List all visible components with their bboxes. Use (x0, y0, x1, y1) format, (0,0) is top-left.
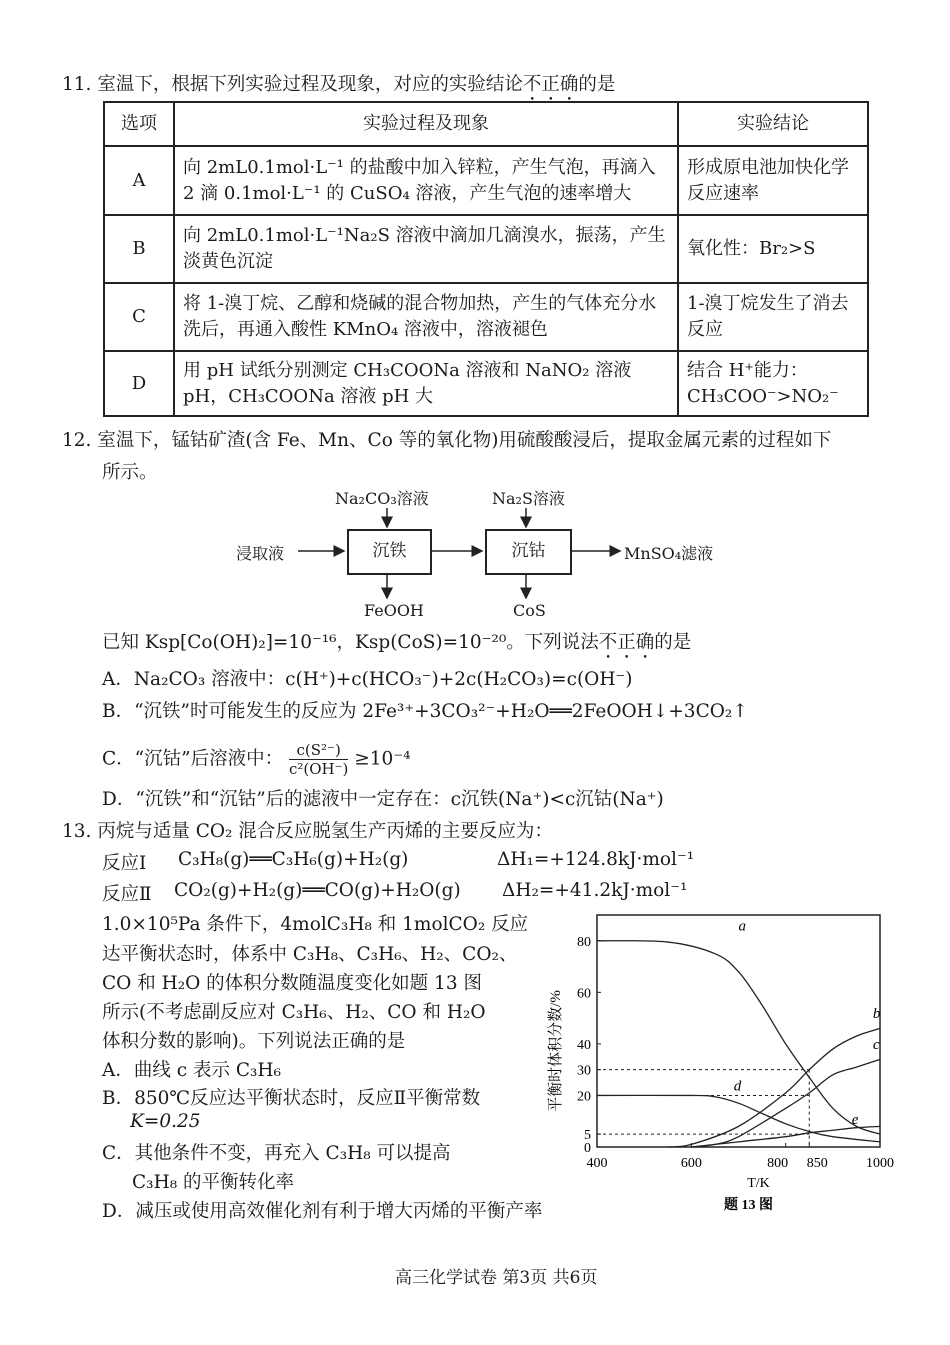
q13-option-b: B．850℃反应达平衡状态时，反应Ⅱ平衡常数 (102, 1088, 481, 1109)
reaction1-label: 反应Ⅰ (102, 853, 147, 874)
row-process: 用 pH 试纸分别测定 CH₃COONa 溶液和 NaNO₂ 溶液 pH，CH₃COONa 溶液 pH 大 (174, 351, 678, 416)
series-label-d: d (733, 1078, 742, 1095)
q12-option-d: D．“沉铁”和“沉钴”后的滤液中一定存在：c沉铁(Na⁺)<c沉钴(Na⁺) (102, 789, 664, 810)
reaction2-label: 反应Ⅱ (102, 884, 152, 905)
q12-given-text: 已知 Ksp[Co(OH)₂]=10⁻¹⁶，Ksp(CoS)=10⁻²⁰。下列说法 (102, 632, 599, 653)
q13-stem (62, 817, 553, 843)
q12-option-c (102, 741, 411, 778)
q13-body-line: 所示(不考虑副反应对 C₃H₆、H₂、CO 和 H₂O (102, 1002, 486, 1023)
flow-product-cos: CoS (513, 601, 546, 620)
q12-stem-line1: 室温下，锰钴矿渣(含 Fe、Mn、Co 等的氧化物)用硫酸酸浸后，提取金属元素的过程如下 (97, 430, 832, 451)
y-tick-label: 80 (577, 934, 591, 950)
q13-body-line: 1.0×10⁵Pa 条件下，4molC₃H₈ 和 1molCO₂ 反应 (102, 914, 529, 935)
series-line-a (597, 941, 880, 1134)
y-tick-label: 30 (577, 1063, 591, 1079)
row-conclusion: 氧化性：Br₂>S (678, 215, 868, 283)
row-process: 向 2mL0.1mol·L⁻¹Na₂S 溶液中滴加几滴溴水，振荡，产生淡黄色沉淀 (174, 215, 678, 283)
q13-body-line: 体积分数的影响)。下列说法正确的是 (102, 1031, 406, 1052)
row-option: D (104, 351, 174, 416)
reaction1-enthalpy: ΔH₁=+124.8kJ·mol⁻¹ (497, 849, 695, 870)
q13-option-b-cont: K=0.25 (130, 1111, 201, 1132)
q12-option-b: B．“沉铁”时可能发生的反应为 2Fe³⁺+3CO₃²⁻+H₂O══2FeOOH↓+3CO₂↑ (102, 701, 748, 722)
flow-step-cobalt: 沉钴 (485, 529, 572, 575)
y-tick-label: 40 (577, 1037, 591, 1053)
y-tick-label: 5 (584, 1128, 591, 1144)
page-footer: 高三化学试卷 第3页 共6页 (395, 1268, 598, 1288)
question-number: 13. (62, 821, 92, 842)
q12-emphasis: 不正确 (598, 632, 655, 653)
flow-reagent-na2s: Na₂S溶液 (492, 489, 565, 508)
q13-body-line: 达平衡状态时，体系中 C₃H₈、C₃H₆、H₂、CO₂、 (102, 944, 518, 965)
x-tick-label: 600 (680, 1156, 702, 1171)
row-conclusion: 1-溴丁烷发生了消去反应 (678, 283, 868, 351)
series-label-b: b (872, 1006, 881, 1023)
row-process: 向 2mL0.1mol·L⁻¹ 的盐酸中加入锌粒，产生气泡，再滴入 2 滴 0.1mol·L⁻¹ 的 CuSO₄ 溶液，产生气泡的速率增大 (174, 146, 678, 215)
q12-given-end: 的是 (654, 632, 692, 653)
q13-body-line: CO 和 H₂O 的体积分数随温度变化如题 13 图 (102, 973, 482, 994)
chart-title: 题 13 图 (724, 1198, 773, 1213)
x-tick-label: 400 (586, 1156, 608, 1171)
header-option: 选项 (104, 102, 174, 146)
row-process: 将 1-溴丁烷、乙醇和烧碱的混合物加热，产生的气体充分水洗后，再通入酸性 KMnO₄ 溶液中，溶液褪色 (174, 283, 678, 351)
reaction2-enthalpy: ΔH₂=+41.2kJ·mol⁻¹ (502, 880, 688, 901)
y-tick-label: 20 (577, 1089, 591, 1105)
flow-reagent-na2co3: Na₂CO₃溶液 (335, 489, 429, 508)
series-label-a: a (738, 918, 746, 935)
row-option: C (104, 283, 174, 351)
q12-option-c-text: C．“沉钴”后溶液中： (102, 748, 284, 770)
q13-stem-text: 丙烷与适量 CO₂ 混合反应脱氢生产丙烯的主要反应为： (97, 821, 553, 842)
q12-given (102, 628, 691, 663)
series-line-d (597, 1095, 880, 1141)
flow-output: MnSO₄滤液 (624, 544, 714, 563)
series-label-c: c (872, 1037, 880, 1054)
fraction-numerator: c(S²⁻) (289, 741, 348, 760)
series-line-b (668, 1028, 880, 1147)
x-tick-label: 850 (806, 1156, 828, 1171)
reaction1-equation: C₃H₈(g)══C₃H₆(g)+H₂(g) (178, 849, 409, 870)
row-option: A (104, 146, 174, 215)
y-axis-label: 平衡时体积分数/% (548, 990, 564, 1112)
fraction (289, 741, 348, 778)
flow-product-feooh: FeOOH (364, 601, 424, 620)
x-tick-label: 800 (767, 1156, 789, 1171)
q13-option-c-cont: C₃H₈ 的平衡转化率 (132, 1172, 295, 1193)
flow-arrows (0, 0, 950, 640)
q11-stem-text: 室温下，根据下列实验过程及现象，对应的实验结论 (97, 74, 523, 95)
flow-input: 浸取液 (236, 544, 285, 563)
header-conclusion: 实验结论 (678, 102, 868, 146)
question-number: 12. (62, 430, 92, 451)
fraction-denominator: c²(OH⁻) (288, 760, 349, 778)
series-label-e: e (851, 1111, 859, 1128)
fraction-rhs: ≥10⁻⁴ (354, 748, 411, 770)
y-tick-label: 0 (584, 1141, 591, 1156)
q13-option-c: C．其他条件不变，再充入 C₃H₈ 可以提高 (102, 1143, 451, 1164)
header-process: 实验过程及现象 (174, 102, 678, 146)
q12-stem-line2: 所示。 (102, 462, 158, 483)
flow-step-iron: 沉铁 (347, 529, 432, 575)
q11-emphasis: 不正确 (522, 74, 579, 95)
x-axis-label: T/K (747, 1176, 770, 1191)
row-option: B (104, 215, 174, 283)
q13-option-a: A．曲线 c 表示 C₃H₆ (102, 1060, 281, 1081)
q13-chart (540, 900, 910, 1220)
x-tick-label: 1000 (866, 1156, 894, 1171)
q13-option-d: D．减压或使用高效催化剂有利于增大丙烯的平衡产率 (102, 1201, 543, 1222)
reaction2-equation: CO₂(g)+H₂(g)══CO(g)+H₂O(g) (174, 880, 461, 901)
q12-option-a: A．Na₂CO₃ 溶液中：c(H⁺)+c(HCO₃⁻)+2c(H₂CO₃)=c(OH⁻) (102, 669, 633, 690)
question-number: 11. (62, 74, 92, 95)
row-conclusion: 结合 H⁺能力：CH₃COO⁻>NO₂⁻ (678, 351, 868, 416)
y-tick-label: 60 (577, 986, 591, 1002)
q11-stem-end: 的是 (578, 74, 616, 95)
row-conclusion: 形成原电池加快化学反应速率 (678, 146, 868, 215)
